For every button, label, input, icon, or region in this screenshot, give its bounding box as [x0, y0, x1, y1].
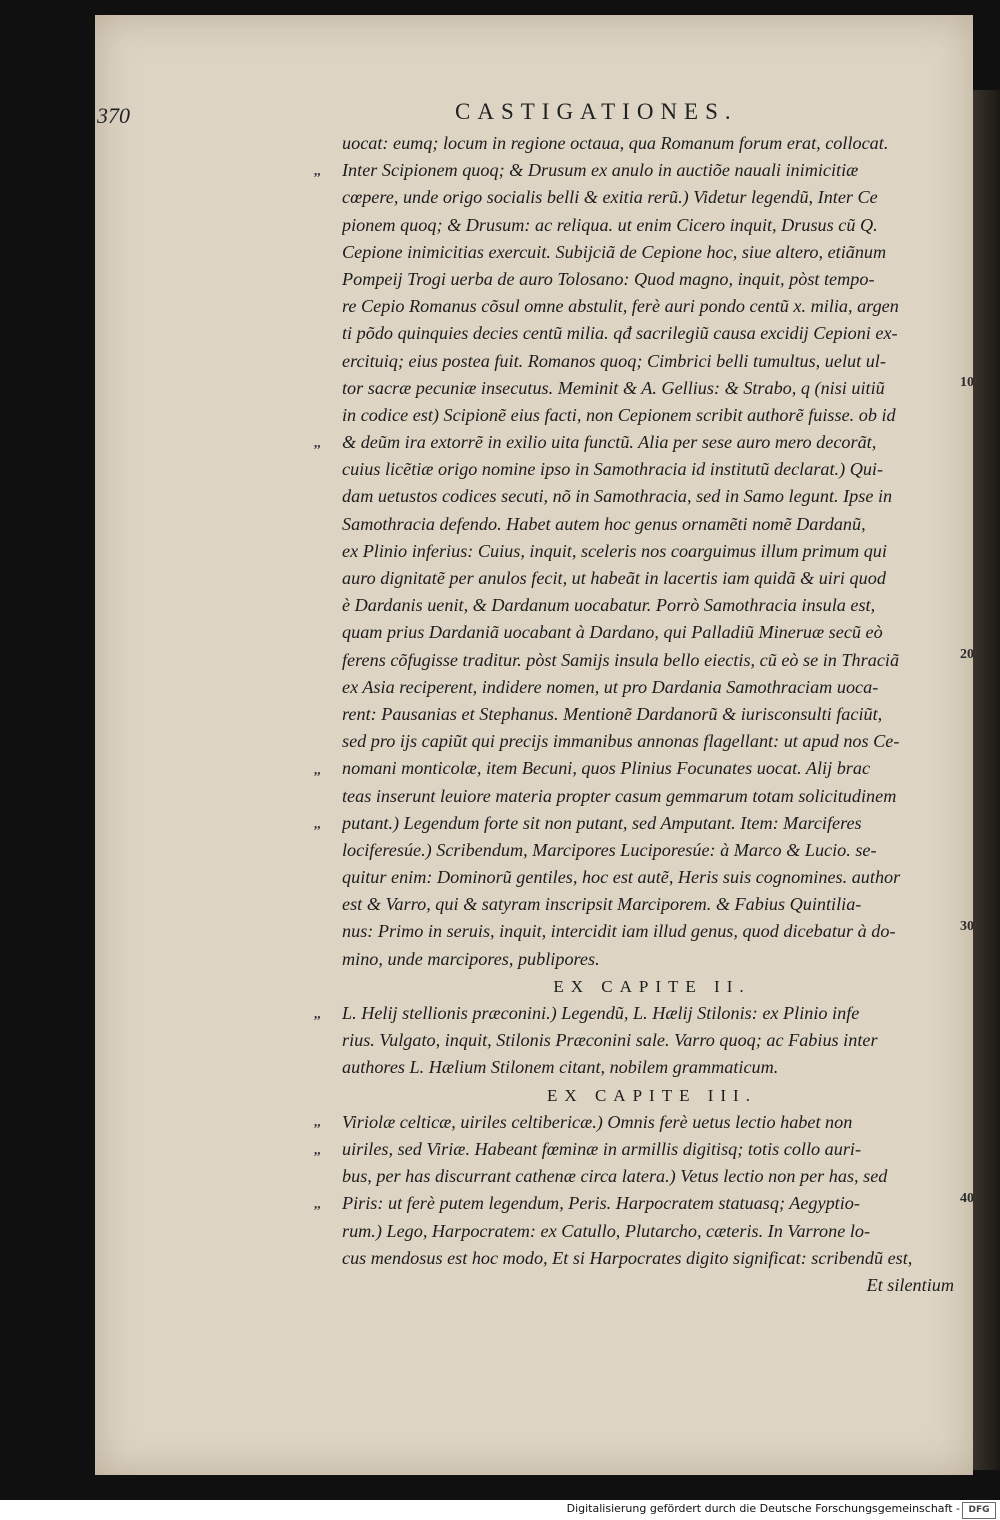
text-line: uiriles, sed Viriæ. Habeant fœminæ in armillis digitisq; totis collo auri- — [342, 1138, 862, 1159]
text-line: Samothracia defendo. Habet autem hoc genus ornamẽti nomẽ Dardanũ, — [342, 513, 866, 534]
dfg-logo: DFG — [962, 1502, 996, 1519]
text-line: rius. Vulgato, inquit, Stilonis Præconini sale. Varro quoq; ac Fabius inter — [342, 1030, 878, 1051]
text-line: teas inserunt leuiore materia propter casum gemmarum totam solicitudinem — [342, 785, 897, 806]
margin-mark: ,, — [314, 1006, 321, 1021]
text-line: L. Helij stellionis præconini.) Legendũ, L. Hælij Stilonis: ex Plinio infe — [342, 1003, 860, 1023]
text-line: è Dardanis uenit, & Dardanum uocabatur. Porrò Samothracia insula est, — [342, 595, 876, 616]
text-line: Inter Scipionem quoq; & Drusum ex anulo in auctiõe nauali inimicitiæ — [342, 160, 859, 181]
text-line: ercituiq; eius postea fuit. Romanos quoq; Cimbrici belli tumultus, uelut ul- — [342, 350, 886, 371]
text-line: pionem quoq; & Drusum: ac reliqua. ut enim Cicero inquit, Drusus cũ Q. — [342, 214, 878, 235]
text-line: cœpere, unde origo socialis belli & exitia rerũ.) Videtur legendũ, Inter Ce — [342, 187, 878, 208]
text-line: sed pro ijs capiũt qui precijs immanibus annonas flagellant: ut apud nos Ce- — [342, 731, 900, 752]
text-line: putant.) Legendum forte sit non putant, sed Amputant. Item: Marciferes — [342, 812, 862, 833]
text-line: lociferesúe.) Scribendum, Marcipores Luciporesúe: à Marco & Lucio. se- — [342, 839, 877, 860]
text-line: & deũm ira extorrẽ in exilio uita functũ. Alia per sese auro mero decorãt, — [342, 432, 877, 453]
text-line: quitur enim: Dominorũ gentiles, hoc est autẽ, Heris suis cognomines. author — [342, 867, 901, 888]
text-line: dam uetustos codices secuti, nõ in Samothracia, sed in Samo legunt. Ipse in — [342, 486, 893, 507]
text-line: rent: Pausanias et Stephanus. Mentionẽ Dardanorũ & iurisconsulti faciũt, — [342, 703, 883, 724]
text-line: Piris: ut ferè putem legendum, Peris. Harpocratem statuasq; Aegyptio- — [342, 1193, 860, 1214]
text-line: nus: Primo in seruis, inquit, intercidit iam illud genus, quod dicebatur à do- — [342, 921, 896, 942]
margin-mark: ,, — [314, 1114, 321, 1129]
text-line: Viriolæ celticæ, uiriles celtibericæ.) Omnis ferè uetus lectio habet non — [342, 1111, 853, 1132]
text-line: cuius licẽtiæ origo nomine ipso in Samothracia id institutũ declarat.) Qui- — [342, 459, 884, 480]
text-line: mino, unde marcipores, publipores. — [342, 948, 600, 969]
text-line: nomani monticolæ, item Becuni, quos Plinius Focunates uocat. Alij brac — [342, 758, 871, 779]
chapter-heading: EX CAPITE II. — [553, 976, 751, 996]
page-gutter — [973, 90, 1000, 1470]
margin-mark: ,, — [314, 435, 321, 450]
text-line: est & Varro, qui & satyram inscripsit Marciporem. & Fabius Quintilia- — [342, 894, 862, 915]
text-line: in codice est) Scipionẽ eius facti, non Cepionem scribit authorẽ fuisse. ob id — [342, 404, 896, 425]
margin-mark: ,, — [314, 816, 321, 831]
catchword: Et silentium — [866, 1274, 954, 1295]
main-text-block — [342, 130, 962, 1299]
text-line: ex Asia reciperent, indidere nomen, ut pro Dardania Samothraciam uoca- — [342, 676, 879, 697]
text-line: Pompeij Trogi uerba de auro Tolosano: Quod magno, inquit, pòst tempo- — [342, 268, 875, 289]
page-number: 370 — [97, 103, 130, 128]
text-line: tor sacræ pecuniæ insecutus. Meminit & A. Gellius: & Strabo, q (nisi uitiũ — [342, 377, 885, 398]
text-line: re Cepio Romanus cõsul omne abstulit, ferè auri pondo centũ x. milia, argen — [342, 296, 899, 317]
text-line: ti põdo quinquies decies centũ milia. qđ sacrilegiũ causa excidij Cepioni ex- — [342, 323, 898, 344]
margin-mark: ,, — [314, 1196, 321, 1211]
text-line: uocat: eumq; locum in regione octaua, qua Romanum forum erat, collocat. — [342, 133, 889, 153]
text-line: ferens cõfugisse traditur. pòst Samijs insula bello eiectis, cũ eò se in Thraciã — [342, 649, 900, 670]
margin-mark: ,, — [314, 163, 321, 178]
line-number: 20 — [960, 647, 974, 662]
line-number: 10 — [960, 375, 974, 390]
text-line: quam prius Dardaniã uocabant à Dardano, qui Palladiũ Mineruæ secũ eò — [342, 622, 883, 643]
running-title: CASTIGATIONES. — [455, 99, 738, 124]
funding-notice: Digitalisierung gefördert durch die Deutsche Forschungsgemeinschaft - — [566, 1502, 960, 1515]
text-line: rum.) Lego, Harpocratem: ex Catullo, Plutarcho, cæteris. In Varrone lo- — [342, 1220, 871, 1241]
chapter-heading: EX CAPITE III. — [547, 1085, 757, 1105]
text-line: Cepione inimicitias exercuit. Subijciã de Cepione hoc, siue altero, etiãnum — [342, 241, 887, 262]
margin-mark: ,, — [314, 1142, 321, 1157]
text-line: ex Plinio inferius: Cuius, inquit, sceleris nos coarguimus illum primum qui — [342, 540, 887, 561]
text-line: auro dignitatẽ per anulos fecit, ut habeãt in lacertis iam quidã & uiri quod — [342, 568, 886, 588]
margin-mark: ,, — [314, 762, 321, 777]
text-line: bus, per has discurrant cathenæ circa latera.) Vetus lectio non per has, sed — [342, 1166, 888, 1187]
footer-bar — [0, 1500, 1000, 1520]
text-line: cus mendosus est hoc modo, Et si Harpocrates digito significat: scribendũ est, — [342, 1247, 913, 1268]
text-line: authores L. Hælium Stilonem citant, nobilem grammaticum. — [342, 1057, 779, 1078]
line-number: 40 — [960, 1191, 974, 1206]
line-number: 30 — [960, 919, 974, 934]
